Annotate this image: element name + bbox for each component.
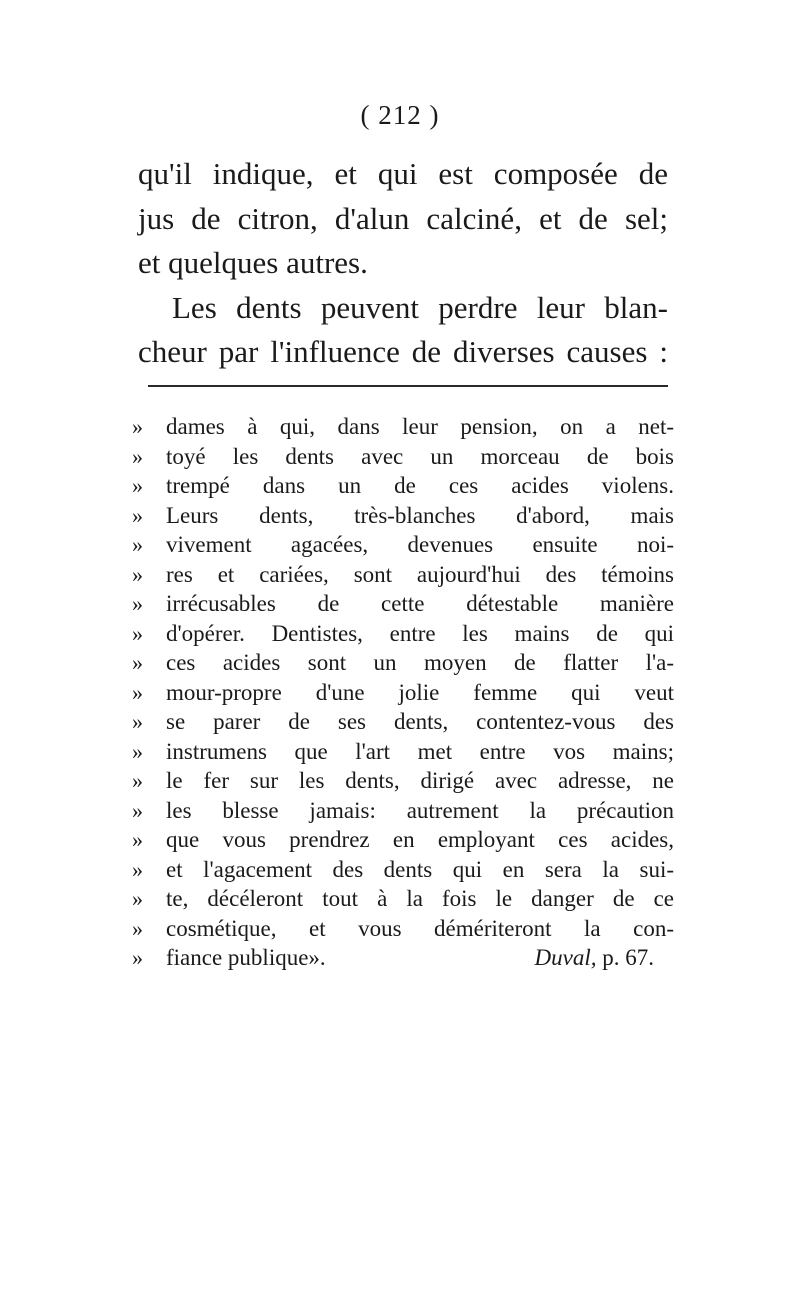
quote-mark: » [132, 679, 143, 705]
quote-mark: » [132, 473, 143, 498]
footnote-text: que vous prendrez en employant ces acides, [166, 827, 674, 852]
quote-mark: » [132, 414, 143, 439]
quote-mark: » [132, 591, 143, 616]
footnote-line [132, 943, 674, 973]
footnote-line [132, 884, 674, 914]
footnote-text: et l'agacement des dents qui en sera la sui- [166, 856, 674, 882]
footnote-line [132, 471, 674, 501]
footnote-text: te, décéleront tout à la fois le danger de ce [166, 886, 674, 911]
quote-mark: » [132, 768, 143, 793]
footnote-line [132, 766, 674, 796]
footnote-line [132, 707, 674, 737]
footnote-text: d'opérer. Dentistes, entre les mains de qui [166, 620, 674, 646]
quote-mark: » [132, 738, 143, 764]
footnote-line [132, 501, 674, 531]
quote-mark: » [132, 620, 143, 646]
footnote-line [132, 737, 674, 767]
footnote-text: dames à qui, dans leur pension, on a net- [166, 414, 674, 439]
footnote-text: instrumens que l'art met entre vos mains; [166, 738, 674, 764]
footnote-line [132, 589, 674, 619]
citation-author: Duval, [534, 945, 597, 970]
footnote-line [132, 530, 674, 560]
quote-mark: » [132, 650, 143, 675]
footnote-divider [148, 385, 668, 387]
footnote-text: res et cariées, sont aujourd'hui des témoins [166, 561, 674, 587]
footnote-line [132, 648, 674, 678]
footnote-text: ces acides sont un moyen de flatter l'a- [166, 650, 674, 675]
quote-mark: » [132, 797, 143, 823]
footnote-text: cosmétique, et vous démériteront la con- [166, 915, 674, 941]
page-number: ( 212 ) [360, 100, 440, 130]
citation [535, 943, 674, 973]
text-line: qu'il indique, et qui est composée de [138, 156, 668, 191]
footnote-text: les blesse jamais: autrement la précaution [166, 797, 674, 823]
citation-page: p. 67. [602, 945, 654, 970]
main-text [138, 152, 668, 375]
quote-mark: » [132, 502, 143, 528]
footnote-line [132, 412, 674, 442]
quote-mark: » [132, 915, 143, 941]
quote-mark: » [132, 709, 143, 734]
footnote-line [132, 855, 674, 885]
footnote-text: se parer de ses dents, contentez-vous des [166, 709, 674, 734]
quote-mark: » [132, 886, 143, 911]
footnote-text: vivement agacées, devenues ensuite noi- [166, 532, 674, 557]
quote-mark: » [132, 856, 143, 882]
text-line: jus de citron, d'alun calciné, et de sel; [138, 200, 668, 236]
footnote-final-text: fiance publique». [166, 945, 326, 970]
footnote-text [166, 943, 674, 973]
text-line: cheur par l'influence de diverses causes : [138, 334, 668, 369]
footnote-text: le fer sur les dents, dirigé avec adresse, ne [166, 768, 674, 793]
footnote-line [132, 442, 674, 472]
footnote-line [132, 796, 674, 826]
quote-mark: » [132, 561, 143, 587]
quote-mark: » [132, 945, 143, 970]
text-line: et quelques autres. [138, 245, 368, 280]
footnote-text: trempé dans un de ces acides violens. [166, 473, 674, 498]
footnote-text: mour-propre d'une jolie femme qui veut [166, 679, 674, 705]
footnote-text: Leurs dents, très-blanches d'abord, mais [166, 502, 674, 528]
footnote-line [132, 914, 674, 944]
quote-mark: » [132, 532, 143, 557]
quote-mark: » [132, 443, 143, 469]
footnote-text: toyé les dents avec un morceau de bois [166, 443, 674, 469]
footnote-line [132, 678, 674, 708]
footnote-line [132, 560, 674, 590]
footnote-text: irrécusables de cette détestable manière [166, 591, 674, 616]
footnote [132, 412, 674, 973]
quote-mark: » [132, 827, 143, 852]
footnote-line [132, 619, 674, 649]
text-line: Les dents peuvent perdre leur blan- [172, 289, 668, 325]
footnote-line [132, 825, 674, 855]
